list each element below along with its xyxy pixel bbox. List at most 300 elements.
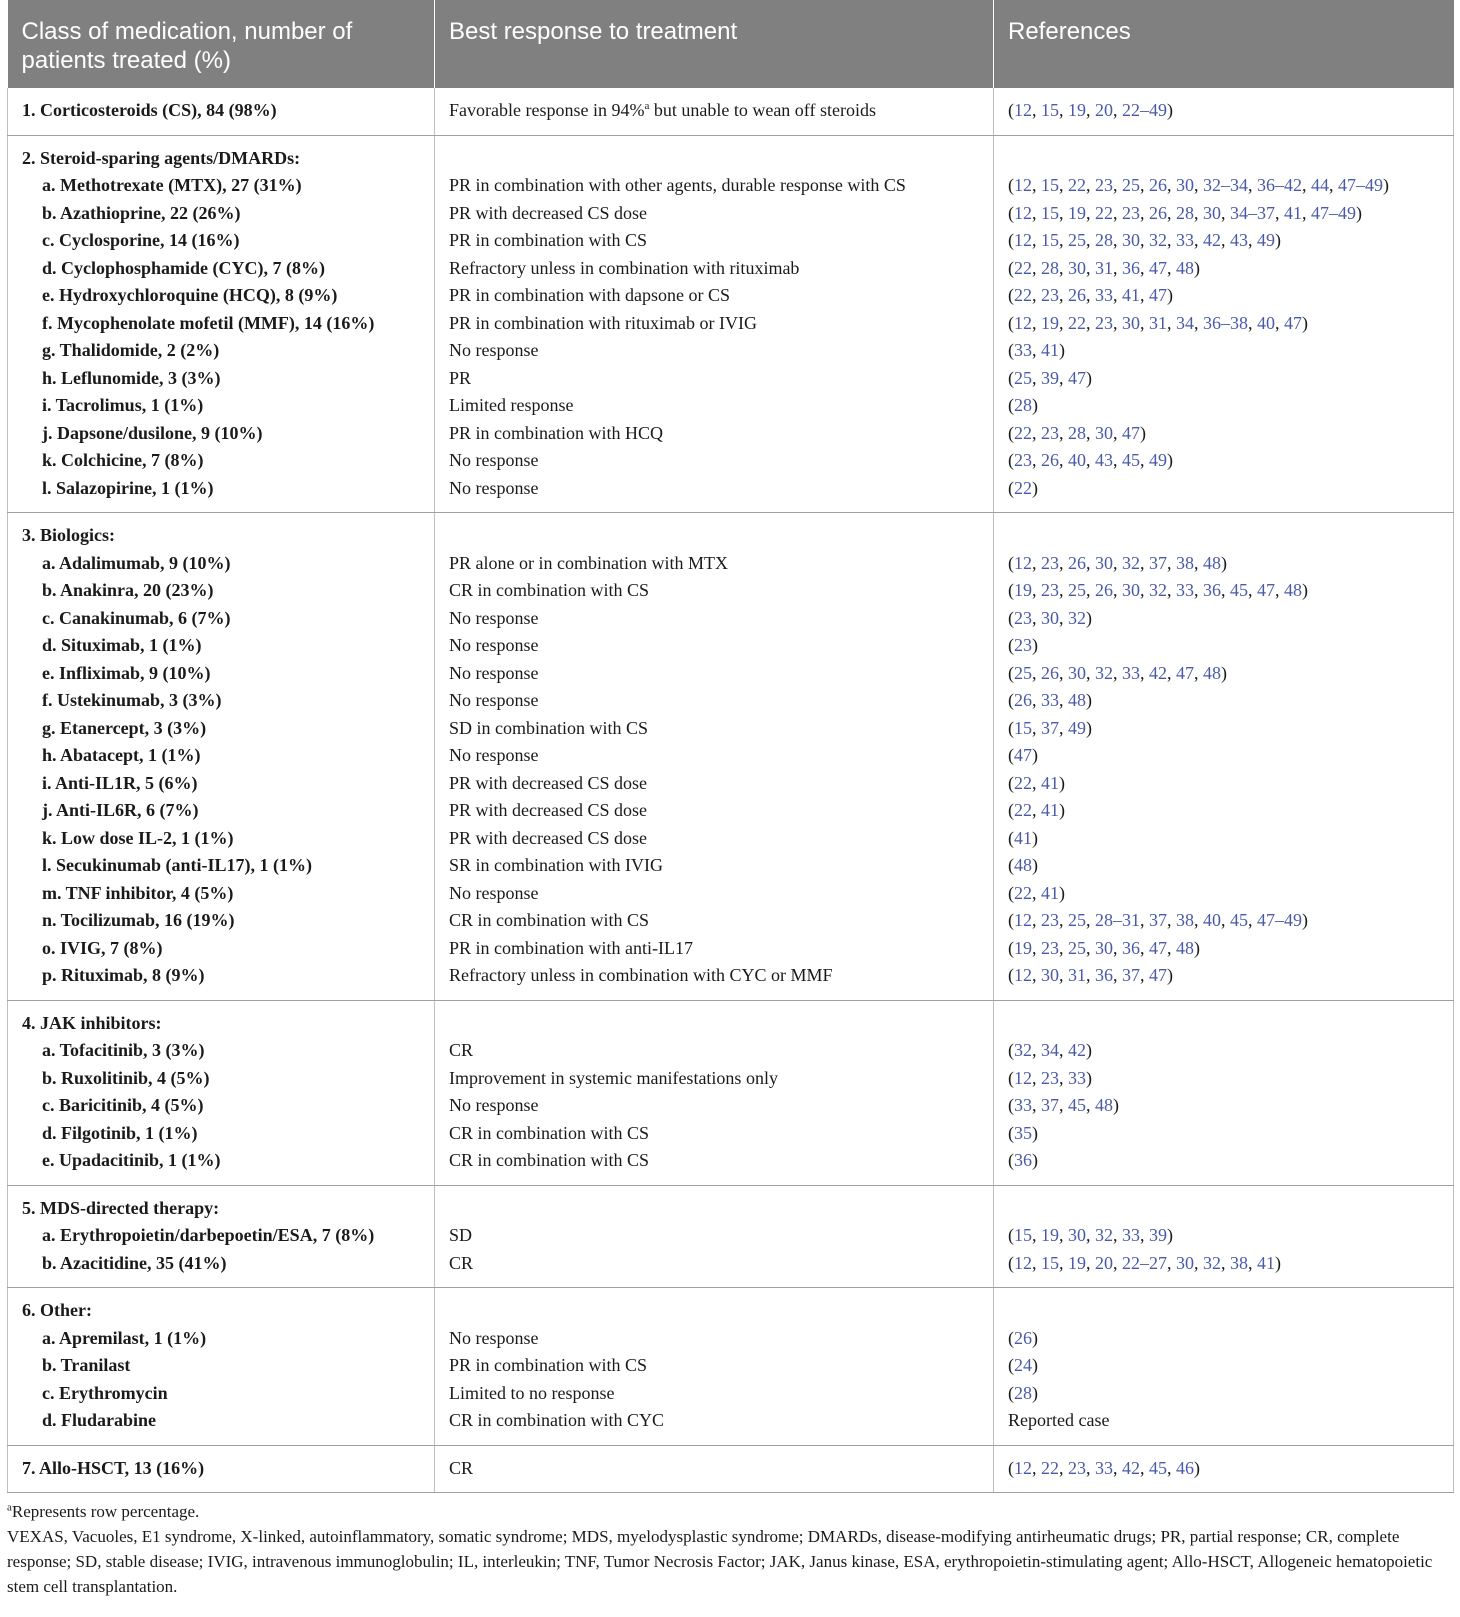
response-cell xyxy=(435,1288,994,1446)
reference-link[interactable]: 23 xyxy=(1041,910,1059,930)
response-cell xyxy=(435,1000,994,1185)
reference-link[interactable]: 25 xyxy=(1014,367,1032,388)
medication-name: a. Tofacitinib, 3 (3%) xyxy=(42,1040,205,1060)
response-text: PR in combination with HCQ xyxy=(449,422,664,443)
reference-link[interactable]: 12 xyxy=(1014,175,1032,195)
reference-link[interactable]: 34 xyxy=(1041,1040,1059,1060)
references-cell xyxy=(994,1288,1454,1446)
reference-link[interactable]: 32 xyxy=(1014,1040,1032,1060)
response-cell xyxy=(435,1185,994,1288)
reference-link[interactable]: 25 xyxy=(1068,910,1086,930)
reference-link[interactable]: 28 xyxy=(1014,395,1032,415)
reference-link[interactable]: 30 xyxy=(1068,662,1086,683)
reference-link[interactable]: 15 xyxy=(1041,230,1059,250)
reference-link[interactable]: 36 xyxy=(1203,580,1221,600)
reference-link[interactable]: 19 xyxy=(1068,100,1086,120)
reference-link[interactable]: 28 xyxy=(1068,422,1086,443)
reference-link[interactable]: 40 xyxy=(1203,910,1221,930)
reference-link[interactable]: 41 xyxy=(1122,285,1140,305)
reference-link[interactable]: 37 xyxy=(1149,910,1167,930)
reference-link[interactable]: 38 xyxy=(1230,1252,1248,1273)
response-text: No response xyxy=(449,1095,539,1115)
response-text: SD in combination with CS xyxy=(449,717,649,738)
reference-link[interactable]: 47 xyxy=(1149,257,1167,278)
reference-link[interactable]: 22 xyxy=(1014,800,1032,820)
reference-link[interactable]: 40 xyxy=(1068,450,1086,470)
reference-link[interactable]: 41 xyxy=(1014,827,1032,848)
table-group-row xyxy=(8,88,1454,135)
reference-link[interactable]: 33 xyxy=(1122,662,1140,683)
reference-link[interactable]: 22 xyxy=(1014,772,1032,793)
reference-link[interactable]: 23 xyxy=(1041,285,1059,305)
reference-link[interactable]: 23 xyxy=(1014,607,1032,628)
response-text: Favorable response in 94% xyxy=(449,100,645,120)
response-cell xyxy=(435,513,994,1001)
reference-link[interactable]: 28 xyxy=(1176,202,1194,223)
reference-link[interactable]: 30 xyxy=(1122,230,1140,250)
references-line: (22, 28, 30, 31, 36, 47, 48) xyxy=(1008,257,1200,278)
reference-link[interactable]: 47 xyxy=(1176,662,1194,683)
reference-link[interactable]: 22 xyxy=(1014,882,1032,903)
reference-link[interactable]: 26 xyxy=(1014,690,1032,710)
references-cell xyxy=(994,513,1454,1001)
reference-link[interactable]: 12 xyxy=(1014,312,1032,333)
header-row xyxy=(8,0,1454,88)
reference-link[interactable]: 33 xyxy=(1068,1067,1086,1088)
reference-link[interactable]: 36 xyxy=(1122,937,1140,958)
reference-link[interactable]: 32 xyxy=(1095,1225,1113,1245)
reference-link[interactable]: 41 xyxy=(1041,882,1059,903)
reference-link[interactable]: 12 xyxy=(1014,100,1032,120)
reference-link[interactable]: 45 xyxy=(1230,910,1248,930)
references-line: (41) xyxy=(1008,827,1038,848)
reference-link[interactable]: 30 xyxy=(1176,175,1194,195)
references-cell xyxy=(994,1000,1454,1185)
reference-link[interactable]: 25 xyxy=(1068,230,1086,250)
blank-line xyxy=(449,1010,979,1038)
references-line: (12, 23, 33) xyxy=(1008,1067,1092,1088)
reference-link[interactable]: 12 xyxy=(1014,1457,1032,1478)
reference-link[interactable]: 15 xyxy=(1041,1252,1059,1273)
reference-link[interactable]: 22 xyxy=(1014,257,1032,278)
references-line: (47) xyxy=(1008,745,1038,765)
medication-name: h. Abatacept, 1 (1%) xyxy=(42,745,201,765)
reference-link[interactable]: 23 xyxy=(1041,937,1059,958)
footnotes xyxy=(7,1493,1447,1599)
reference-link[interactable]: 23 xyxy=(1095,175,1113,195)
reference-link[interactable]: 30 xyxy=(1068,257,1086,278)
reference-link[interactable]: 19 xyxy=(1014,580,1032,600)
reference-link[interactable]: 48 xyxy=(1176,937,1194,958)
reference-link[interactable]: 26 xyxy=(1149,175,1167,195)
reference-link[interactable]: 35 xyxy=(1014,1122,1032,1143)
reference-link[interactable]: 41 xyxy=(1041,772,1059,793)
reference-link[interactable]: 32–34 xyxy=(1203,175,1248,195)
response-text: PR alone or in combination with MTX xyxy=(449,552,728,573)
reference-link[interactable]: 45 xyxy=(1122,450,1140,470)
response-text: CR xyxy=(449,1252,474,1273)
reference-link[interactable]: 32 xyxy=(1203,1252,1221,1273)
reference-link[interactable]: 12 xyxy=(1014,552,1032,573)
reference-link[interactable]: 19 xyxy=(1014,937,1032,958)
response-text: PR in combination with rituximab or IVIG xyxy=(449,312,757,333)
group-response xyxy=(449,97,979,125)
reference-link[interactable]: 30 xyxy=(1041,607,1059,628)
reference-link[interactable]: 26 xyxy=(1068,285,1086,305)
reference-link[interactable]: 19 xyxy=(1041,1225,1059,1245)
reference-link[interactable]: 33 xyxy=(1014,1095,1032,1115)
reference-link[interactable]: 30 xyxy=(1095,937,1113,958)
reference-link[interactable]: 26 xyxy=(1041,662,1059,683)
response-text: Limited response xyxy=(449,395,574,415)
references-cell xyxy=(994,135,1454,513)
reference-link[interactable]: 23 xyxy=(1041,580,1059,600)
reference-link[interactable]: 47–49 xyxy=(1311,202,1356,223)
references-line: (12, 23, 25, 28–31, 37, 38, 40, 45, 47–49) xyxy=(1008,910,1308,930)
references-line: (22) xyxy=(1008,477,1038,498)
response-cell xyxy=(435,1445,994,1493)
reference-link[interactable]: 49 xyxy=(1149,450,1167,470)
group-title: 3. Biologics: xyxy=(22,525,115,545)
reference-link[interactable]: 43 xyxy=(1230,230,1248,250)
reference-link[interactable]: 22 xyxy=(1068,175,1086,195)
class-cell xyxy=(8,135,435,513)
medication-name: h. Leflunomide, 3 (3%) xyxy=(42,367,221,388)
reference-link[interactable]: 20 xyxy=(1095,100,1113,120)
response-text: No response xyxy=(449,745,539,765)
reference-link[interactable]: 12 xyxy=(1014,1252,1032,1273)
group-title: 6. Other: xyxy=(22,1300,92,1320)
references-line: (48) xyxy=(1008,855,1038,875)
reference-link[interactable]: 37 xyxy=(1149,552,1167,573)
medication-name: b. Tranilast xyxy=(42,1355,131,1375)
response-text: PR with decreased CS dose xyxy=(449,202,647,223)
response-text: PR in combination with dapsone or CS xyxy=(449,285,730,305)
reference-link[interactable]: 39 xyxy=(1041,367,1059,388)
reference-link[interactable]: 47 xyxy=(1257,580,1275,600)
reference-link[interactable]: 23 xyxy=(1041,552,1059,573)
reference-link[interactable]: 28–31 xyxy=(1095,910,1140,930)
reference-link[interactable]: 28 xyxy=(1041,257,1059,278)
references-line: (19, 23, 25, 26, 30, 32, 33, 36, 45, 47, 48) xyxy=(1008,580,1308,600)
references-line: (12, 15, 19, 22, 23, 26, 28, 30, 34–37, 41, 47–49) xyxy=(1008,202,1362,223)
reference-link[interactable]: 30 xyxy=(1095,422,1113,443)
reference-link[interactable]: 36 xyxy=(1014,1150,1032,1170)
reference-link[interactable]: 33 xyxy=(1095,1457,1113,1478)
reference-link[interactable]: 33 xyxy=(1122,1225,1140,1245)
reference-link[interactable]: 23 xyxy=(1068,1457,1086,1478)
reference-link[interactable]: 15 xyxy=(1041,100,1059,120)
references-line: (12, 15, 19, 20, 22–49) xyxy=(1008,100,1173,120)
reference-link[interactable]: 48 xyxy=(1203,662,1221,683)
reference-link[interactable]: 47–49 xyxy=(1257,910,1302,930)
reference-link[interactable]: 28 xyxy=(1095,230,1113,250)
response-text: CR in combination with CS xyxy=(449,1122,650,1143)
response-text: Refractory unless in combination with rituximab xyxy=(449,257,800,278)
reference-link[interactable]: 34–37 xyxy=(1230,202,1275,223)
reference-link[interactable]: 26 xyxy=(1149,202,1167,223)
response-text: PR with decreased CS dose xyxy=(449,800,647,820)
reference-link[interactable]: 30 xyxy=(1122,312,1140,333)
reference-link[interactable]: 36–42 xyxy=(1257,175,1302,195)
reference-link[interactable]: 25 xyxy=(1068,580,1086,600)
medication-name: f. Ustekinumab, 3 (3%) xyxy=(42,690,222,710)
reference-link[interactable]: 32 xyxy=(1149,580,1167,600)
reference-link[interactable]: 30 xyxy=(1095,552,1113,573)
table-group-row xyxy=(8,1288,1454,1446)
medication-name: a. Erythropoietin/darbepoetin/ESA, 7 (8%) xyxy=(42,1225,375,1245)
references-line: (32, 34, 42) xyxy=(1008,1040,1092,1060)
reference-link[interactable]: 23 xyxy=(1095,312,1113,333)
reference-link[interactable]: 33 xyxy=(1176,230,1194,250)
references-line: (23) xyxy=(1008,635,1038,655)
reference-link[interactable]: 28 xyxy=(1014,1382,1032,1403)
reference-link[interactable]: 23 xyxy=(1041,422,1059,443)
reference-link[interactable]: 26 xyxy=(1095,580,1113,600)
references-line: (19, 23, 25, 30, 36, 47, 48) xyxy=(1008,937,1200,958)
reference-link[interactable]: 33 xyxy=(1176,580,1194,600)
blank-line xyxy=(1008,1297,1439,1325)
reference-link[interactable]: 15 xyxy=(1041,202,1059,223)
reference-link[interactable]: 38 xyxy=(1176,552,1194,573)
reference-link[interactable]: 19 xyxy=(1068,202,1086,223)
references-line: (33, 41) xyxy=(1008,340,1065,360)
reference-link[interactable]: 47 xyxy=(1014,745,1032,765)
class-cell xyxy=(8,88,435,135)
reference-link[interactable]: 45 xyxy=(1068,1095,1086,1115)
reference-link[interactable]: 25 xyxy=(1068,937,1086,958)
reference-link[interactable]: 41 xyxy=(1041,340,1059,360)
blank-line xyxy=(449,1297,979,1325)
medication-name: f. Mycophenolate mofetil (MMF), 14 (16%) xyxy=(42,312,375,333)
references-line: (22, 41) xyxy=(1008,800,1065,820)
reference-link[interactable]: 36 xyxy=(1122,257,1140,278)
reference-link[interactable]: 32 xyxy=(1122,552,1140,573)
references-line: (26, 33, 48) xyxy=(1008,690,1092,710)
reference-link[interactable]: 12 xyxy=(1014,910,1032,930)
reference-link[interactable]: 47 xyxy=(1284,312,1302,333)
references-line: (22, 23, 26, 33, 41, 47) xyxy=(1008,285,1173,305)
reference-link[interactable]: 25 xyxy=(1014,662,1032,683)
footnote-a-text: Represents row percentage. xyxy=(11,1502,200,1521)
reference-link[interactable]: 23 xyxy=(1014,450,1032,470)
reference-link[interactable]: 12 xyxy=(1014,1067,1032,1088)
reference-link[interactable]: 23 xyxy=(1014,635,1032,655)
response-text: Refractory unless in combination with CYC or MMF xyxy=(449,965,833,985)
reference-link[interactable]: 20 xyxy=(1095,1252,1113,1273)
reference-link[interactable]: 34 xyxy=(1176,312,1194,333)
reference-link[interactable]: 39 xyxy=(1149,1225,1167,1245)
references-line: (15, 19, 30, 32, 33, 39) xyxy=(1008,1225,1173,1245)
reference-link[interactable]: 26 xyxy=(1041,450,1059,470)
response-text: No response xyxy=(449,607,539,628)
medication-name: a. Methotrexate (MTX), 27 (31%) xyxy=(42,175,302,195)
medication-name: n. Tocilizumab, 16 (19%) xyxy=(42,910,235,930)
reference-link[interactable]: 37 xyxy=(1041,717,1059,738)
reference-link[interactable]: 36–38 xyxy=(1203,312,1248,333)
response-text: PR with decreased CS dose xyxy=(449,772,647,793)
reference-link[interactable]: 22 xyxy=(1014,422,1032,443)
reference-link[interactable]: 40 xyxy=(1257,312,1275,333)
references-line: (12, 30, 31, 36, 37, 47) xyxy=(1008,965,1173,985)
reference-link[interactable]: 30 xyxy=(1122,580,1140,600)
medication-name: a. Apremilast, 1 (1%) xyxy=(42,1327,207,1348)
response-cell xyxy=(435,135,994,513)
reference-link[interactable]: 45 xyxy=(1149,1457,1167,1478)
reference-link[interactable]: 47 xyxy=(1149,285,1167,305)
reference-link[interactable]: 45 xyxy=(1230,580,1248,600)
reference-link[interactable]: 23 xyxy=(1041,1067,1059,1088)
reference-link[interactable]: 22–49 xyxy=(1122,100,1167,120)
reference-link[interactable]: 22 xyxy=(1095,202,1113,223)
response-text: Improvement in systemic manifestations only xyxy=(449,1067,778,1088)
references-line: (35) xyxy=(1008,1122,1038,1143)
references-line: (25, 39, 47) xyxy=(1008,367,1092,388)
reference-link[interactable]: 47–49 xyxy=(1338,175,1383,195)
reference-link[interactable]: 32 xyxy=(1095,662,1113,683)
reference-link[interactable]: 47 xyxy=(1149,965,1167,985)
reference-link[interactable]: 42 xyxy=(1149,662,1167,683)
reference-link[interactable]: 37 xyxy=(1122,965,1140,985)
medication-name: g. Thalidomide, 2 (2%) xyxy=(42,340,220,360)
table-group-row xyxy=(8,1185,1454,1288)
reference-link[interactable]: 36 xyxy=(1095,965,1113,985)
reference-link[interactable]: 42 xyxy=(1203,230,1221,250)
reference-link[interactable]: 49 xyxy=(1068,717,1086,738)
reference-link[interactable]: 49 xyxy=(1257,230,1275,250)
reference-link[interactable]: 26 xyxy=(1014,1327,1032,1348)
response-text: No response xyxy=(449,662,539,683)
reference-link[interactable]: 48 xyxy=(1284,580,1302,600)
class-cell xyxy=(8,1288,435,1446)
reference-link[interactable]: 22 xyxy=(1014,477,1032,498)
reference-link[interactable]: 32 xyxy=(1068,607,1086,628)
reference-link[interactable]: 32 xyxy=(1149,230,1167,250)
reference-link[interactable]: 48 xyxy=(1176,257,1194,278)
medication-name: c. Cyclosporine, 14 (16%) xyxy=(42,230,240,250)
reference-link[interactable]: 47 xyxy=(1068,367,1086,388)
response-text: No response xyxy=(449,690,539,710)
group-title: 4. JAK inhibitors: xyxy=(22,1012,162,1033)
reference-link[interactable]: 23 xyxy=(1122,202,1140,223)
table-body xyxy=(8,88,1454,1493)
references-line: (22, 41) xyxy=(1008,772,1065,793)
reference-link[interactable]: 26 xyxy=(1068,552,1086,573)
reference-link[interactable]: 42 xyxy=(1122,1457,1140,1478)
references-line: (12, 22, 23, 33, 42, 45, 46) xyxy=(1008,1457,1200,1478)
reference-link[interactable]: 22 xyxy=(1014,285,1032,305)
medication-name: l. Salazopirine, 1 (1%) xyxy=(42,477,214,498)
reference-link[interactable]: 22 xyxy=(1068,312,1086,333)
reference-link[interactable]: 48 xyxy=(1203,552,1221,573)
reference-link[interactable]: 30 xyxy=(1041,965,1059,985)
reference-link[interactable]: 47 xyxy=(1122,422,1140,443)
medication-name: b. Azacitidine, 35 (41%) xyxy=(42,1252,227,1273)
reference-link[interactable]: 38 xyxy=(1176,910,1194,930)
medication-name: b. Anakinra, 20 (23%) xyxy=(42,580,214,600)
references-line: (28) xyxy=(1008,395,1038,415)
reference-link[interactable]: 12 xyxy=(1014,202,1032,223)
blank-line xyxy=(1008,1010,1439,1038)
reference-link[interactable]: 30 xyxy=(1203,202,1221,223)
reference-link[interactable]: 15 xyxy=(1041,175,1059,195)
class-cell xyxy=(8,513,435,1001)
reference-link[interactable]: 37 xyxy=(1041,1095,1059,1115)
reference-link[interactable]: 15 xyxy=(1014,717,1032,738)
group-title: 1. Corticosteroids (CS), 84 (98%) xyxy=(22,100,277,120)
references-line: (12, 19, 22, 23, 30, 31, 34, 36–38, 40, 47) xyxy=(1008,312,1308,333)
reference-link[interactable]: 33 xyxy=(1041,690,1059,710)
medication-table xyxy=(7,0,1454,1493)
response-text: PR in combination with anti-IL17 xyxy=(449,937,693,958)
reference-link[interactable]: 48 xyxy=(1095,1095,1113,1115)
response-text: CR in combination with CYC xyxy=(449,1410,665,1430)
references-line: (22, 23, 28, 30, 47) xyxy=(1008,422,1146,443)
medication-name: p. Rituximab, 8 (9%) xyxy=(42,965,205,985)
reference-link[interactable]: 41 xyxy=(1284,202,1302,223)
reference-link[interactable]: 31 xyxy=(1149,312,1167,333)
references-line: (23, 26, 40, 43, 45, 49) xyxy=(1008,450,1173,470)
reference-link[interactable]: 31 xyxy=(1068,965,1086,985)
reference-link[interactable]: 19 xyxy=(1041,312,1059,333)
footnote-marker: a xyxy=(644,100,650,112)
medication-name: c. Canakinumab, 6 (7%) xyxy=(42,607,231,628)
references-line: (12, 15, 25, 28, 30, 32, 33, 42, 43, 49) xyxy=(1008,230,1281,250)
reference-link[interactable]: 47 xyxy=(1149,937,1167,958)
response-text: PR xyxy=(449,367,472,388)
reference-link[interactable]: 33 xyxy=(1014,340,1032,360)
reference-link[interactable]: 41 xyxy=(1041,800,1059,820)
response-text: CR in combination with CS xyxy=(449,1150,650,1170)
class-cell xyxy=(8,1185,435,1288)
reference-link[interactable]: 25 xyxy=(1122,175,1140,195)
reference-link[interactable]: 12 xyxy=(1014,230,1032,250)
reference-link[interactable]: 24 xyxy=(1014,1355,1032,1375)
reference-link[interactable]: 12 xyxy=(1014,965,1032,985)
class-cell xyxy=(8,1000,435,1185)
group-response xyxy=(449,1455,979,1483)
reference-link[interactable]: 43 xyxy=(1095,450,1113,470)
reference-link[interactable]: 41 xyxy=(1257,1252,1275,1273)
response-text: PR in combination with other agents, durable response with CS xyxy=(449,175,906,195)
reference-link[interactable]: 22–27 xyxy=(1122,1252,1167,1273)
reference-link[interactable]: 30 xyxy=(1068,1225,1086,1245)
response-text: SD xyxy=(449,1225,473,1245)
reference-link[interactable]: 22 xyxy=(1041,1457,1059,1478)
medication-name: d. Situximab, 1 (1%) xyxy=(42,635,202,655)
references-line: (24) xyxy=(1008,1355,1038,1375)
reference-link[interactable]: 48 xyxy=(1068,690,1086,710)
reference-link[interactable]: 30 xyxy=(1176,1252,1194,1273)
table-group-row xyxy=(8,1445,1454,1493)
reference-link[interactable]: 15 xyxy=(1014,1225,1032,1245)
reference-link[interactable]: 33 xyxy=(1095,285,1113,305)
reference-link[interactable]: 44 xyxy=(1311,175,1329,195)
reference-link[interactable]: 48 xyxy=(1014,855,1032,875)
abbreviations-note: VEXAS, Vacuoles, E1 syndrome, X-linked, autoinflammatory, somatic syndrome; MDS, myelodysplastic syndrome; DMARDs, disease-modifying antirheumatic drugs; PR, partial response; CR, complete response; SD, stable disease; IVIG, intravenous immunoglobulin; IL, interleukin; TNF, Tumor Necrosis Factor; JAK, Janus kinase, ESA, erythropoietin-stimulating agent; Allo-HSCT, Allogeneic hematopoietic stem cell transplantation. xyxy=(7,1527,1433,1596)
header-class: Class of medication, number of patients treated (%) xyxy=(8,0,435,88)
medication-name: j. Dapsone/dusilone, 9 (10%) xyxy=(42,422,263,443)
response-text: No response xyxy=(449,882,539,903)
response-text: PR in combination with CS xyxy=(449,1355,648,1375)
reference-link[interactable]: 31 xyxy=(1095,257,1113,278)
reference-link[interactable]: 19 xyxy=(1068,1252,1086,1273)
medication-name: k. Colchicine, 7 (8%) xyxy=(42,450,204,470)
blank-line xyxy=(449,145,979,173)
reference-link[interactable]: 42 xyxy=(1068,1040,1086,1060)
reference-link[interactable]: 46 xyxy=(1176,1457,1194,1478)
references-line: (23, 30, 32) xyxy=(1008,607,1092,628)
